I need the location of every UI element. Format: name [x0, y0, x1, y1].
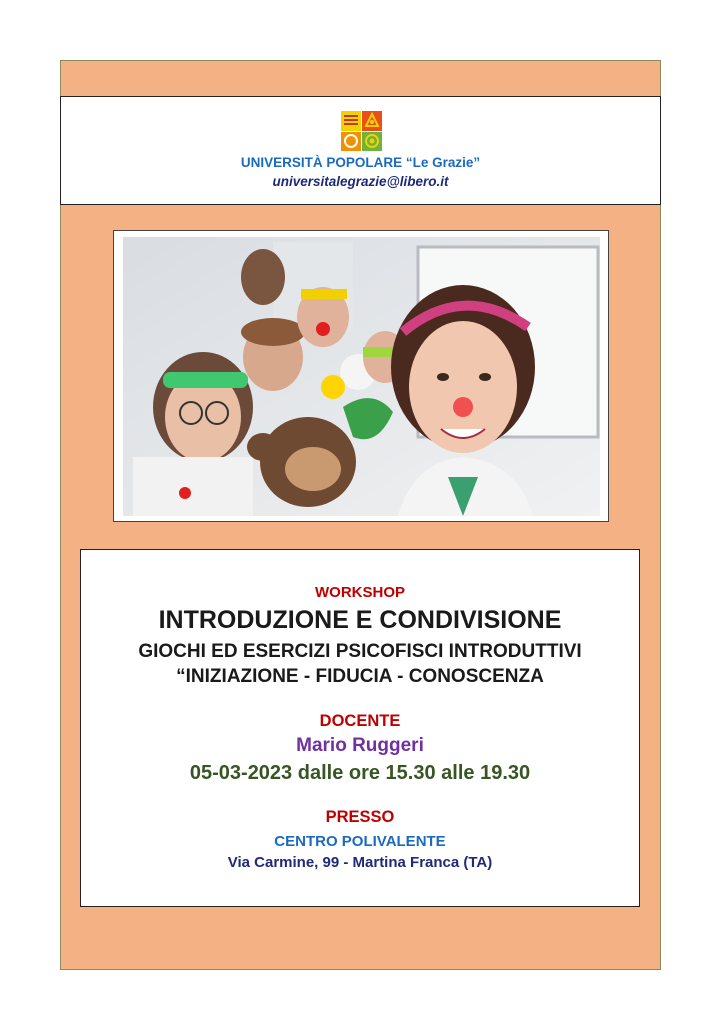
teacher-name: Mario Ruggeri [296, 735, 424, 756]
event-subtitle: GIOCHI ED ESERCIZI PSICOFISCI INTRODUTTIVI [138, 641, 582, 662]
workshop-label: WORKSHOP [315, 584, 405, 601]
venue-address: Via Carmine, 99 - Martina Franca (TA) [227, 854, 493, 871]
event-title: INTRODUZIONE E CONDIVISIONE [158, 606, 562, 634]
header-box [60, 96, 661, 205]
universita-logo-icon [341, 111, 382, 151]
org-email: universitalegrazie@libero.it [272, 174, 449, 189]
event-subtitle-2: “INIZIAZIONE - FIDUCIA - CONOSCENZA [176, 666, 544, 687]
org-name: UNIVERSITÀ POPOLARE “Le Grazie” [240, 155, 481, 170]
photo-frame [113, 230, 609, 522]
event-datetime: 05-03-2023 dalle ore 15.30 alle 19.30 [189, 762, 531, 784]
docente-label: DOCENTE [319, 712, 401, 730]
presso-label: PRESSO [325, 808, 395, 826]
venue-name: CENTRO POLIVALENTE [274, 833, 446, 850]
clowns-photo [123, 237, 600, 516]
event-info-box [80, 549, 640, 907]
